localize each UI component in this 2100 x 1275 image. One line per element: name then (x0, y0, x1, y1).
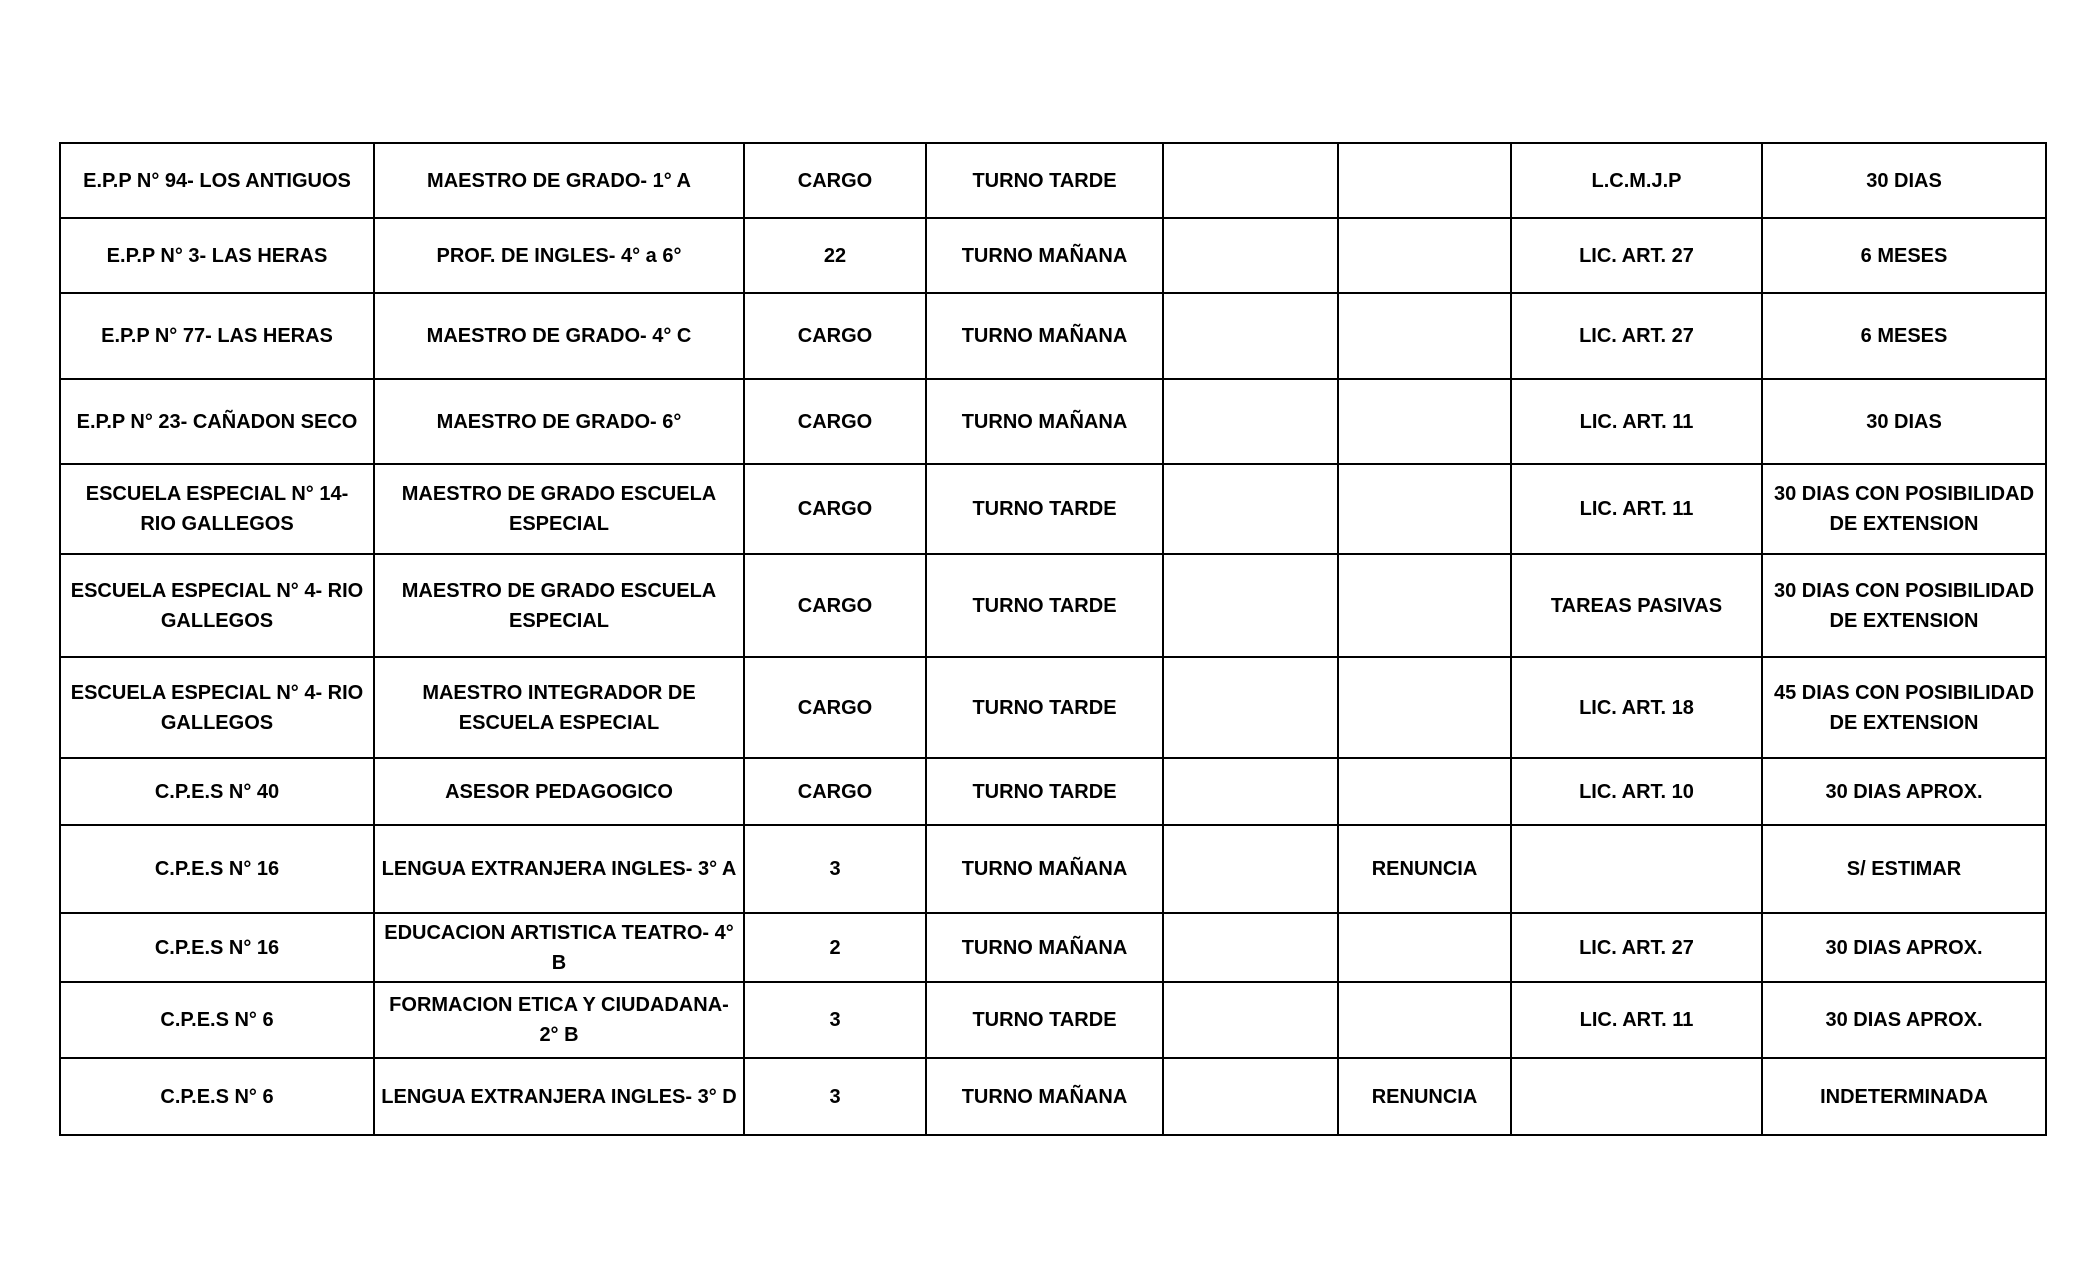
resignation-cell (1338, 379, 1511, 464)
resignation-cell: RENUNCIA (1338, 1058, 1511, 1135)
blank-cell (1163, 464, 1338, 554)
position-cell: PROF. DE INGLES- 4° a 6° (374, 218, 744, 293)
leave-type-cell: LIC. ART. 10 (1511, 758, 1762, 825)
duration-cell: S/ ESTIMAR (1762, 825, 2046, 913)
hours-cell: CARGO (744, 143, 926, 218)
resignation-cell (1338, 554, 1511, 657)
blank-cell (1163, 913, 1338, 982)
blank-cell (1163, 657, 1338, 758)
vacancy-sheet (59, 142, 2047, 1136)
duration-cell: 30 DIAS CON POSIBILIDAD DE EXTENSION (1762, 464, 2046, 554)
school-cell: E.P.P N° 77- LAS HERAS (60, 293, 374, 379)
table-row (60, 143, 2046, 218)
resignation-cell (1338, 464, 1511, 554)
leave-type-cell: LIC. ART. 11 (1511, 379, 1762, 464)
leave-type-cell: TAREAS PASIVAS (1511, 554, 1762, 657)
blank-cell (1163, 218, 1338, 293)
position-cell: MAESTRO DE GRADO ESCUELA ESPECIAL (374, 554, 744, 657)
leave-type-cell: LIC. ART. 27 (1511, 913, 1762, 982)
resignation-cell (1338, 293, 1511, 379)
school-cell: E.P.P N° 3- LAS HERAS (60, 218, 374, 293)
duration-cell: 30 DIAS (1762, 143, 2046, 218)
blank-cell (1163, 758, 1338, 825)
duration-cell: 6 MESES (1762, 218, 2046, 293)
school-cell: ESCUELA ESPECIAL N° 4- RIO GALLEGOS (60, 657, 374, 758)
duration-cell: 30 DIAS CON POSIBILIDAD DE EXTENSION (1762, 554, 2046, 657)
table-row (60, 379, 2046, 464)
resignation-cell (1338, 758, 1511, 825)
duration-cell: 30 DIAS (1762, 379, 2046, 464)
duration-cell: 6 MESES (1762, 293, 2046, 379)
shift-cell: TURNO TARDE (926, 982, 1163, 1058)
table-row (60, 554, 2046, 657)
hours-cell: 22 (744, 218, 926, 293)
shift-cell: TURNO TARDE (926, 554, 1163, 657)
blank-cell (1163, 143, 1338, 218)
shift-cell: TURNO TARDE (926, 143, 1163, 218)
duration-cell: 30 DIAS APROX. (1762, 758, 2046, 825)
duration-cell: 30 DIAS APROX. (1762, 982, 2046, 1058)
leave-type-cell: LIC. ART. 11 (1511, 982, 1762, 1058)
table-row (60, 1058, 2046, 1135)
school-cell: C.P.E.S N° 40 (60, 758, 374, 825)
shift-cell: TURNO MAÑANA (926, 1058, 1163, 1135)
school-cell: E.P.P N° 94- LOS ANTIGUOS (60, 143, 374, 218)
table-row (60, 218, 2046, 293)
resignation-cell (1338, 218, 1511, 293)
blank-cell (1163, 1058, 1338, 1135)
shift-cell: TURNO MAÑANA (926, 825, 1163, 913)
position-cell: MAESTRO DE GRADO- 1° A (374, 143, 744, 218)
position-cell: MAESTRO DE GRADO- 6° (374, 379, 744, 464)
position-cell: MAESTRO DE GRADO ESCUELA ESPECIAL (374, 464, 744, 554)
vacancy-table (59, 142, 2047, 1136)
table-row (60, 758, 2046, 825)
position-cell: EDUCACION ARTISTICA TEATRO- 4° B (374, 913, 744, 982)
hours-cell: CARGO (744, 554, 926, 657)
hours-cell: CARGO (744, 293, 926, 379)
school-cell: ESCUELA ESPECIAL N° 4- RIO GALLEGOS (60, 554, 374, 657)
leave-type-cell: LIC. ART. 27 (1511, 218, 1762, 293)
leave-type-cell (1511, 1058, 1762, 1135)
position-cell: LENGUA EXTRANJERA INGLES- 3° A (374, 825, 744, 913)
school-cell: C.P.E.S N° 16 (60, 825, 374, 913)
position-cell: LENGUA EXTRANJERA INGLES- 3° D (374, 1058, 744, 1135)
blank-cell (1163, 554, 1338, 657)
school-cell: C.P.E.S N° 6 (60, 1058, 374, 1135)
duration-cell: 30 DIAS APROX. (1762, 913, 2046, 982)
blank-cell (1163, 293, 1338, 379)
position-cell: FORMACION ETICA Y CIUDADANA- 2° B (374, 982, 744, 1058)
school-cell: E.P.P N° 23- CAÑADON SECO (60, 379, 374, 464)
hours-cell: 3 (744, 1058, 926, 1135)
blank-cell (1163, 982, 1338, 1058)
duration-cell: 45 DIAS CON POSIBILIDAD DE EXTENSION (1762, 657, 2046, 758)
hours-cell: 3 (744, 982, 926, 1058)
school-cell: ESCUELA ESPECIAL N° 14- RIO GALLEGOS (60, 464, 374, 554)
resignation-cell (1338, 982, 1511, 1058)
shift-cell: TURNO MAÑANA (926, 379, 1163, 464)
leave-type-cell: LIC. ART. 27 (1511, 293, 1762, 379)
duration-cell: INDETERMINADA (1762, 1058, 2046, 1135)
shift-cell: TURNO MAÑANA (926, 218, 1163, 293)
position-cell: MAESTRO DE GRADO- 4° C (374, 293, 744, 379)
shift-cell: TURNO MAÑANA (926, 913, 1163, 982)
table-row (60, 657, 2046, 758)
hours-cell: CARGO (744, 758, 926, 825)
table-row (60, 982, 2046, 1058)
hours-cell: CARGO (744, 657, 926, 758)
shift-cell: TURNO MAÑANA (926, 293, 1163, 379)
table-row (60, 464, 2046, 554)
hours-cell: 2 (744, 913, 926, 982)
leave-type-cell: LIC. ART. 11 (1511, 464, 1762, 554)
leave-type-cell: LIC. ART. 18 (1511, 657, 1762, 758)
hours-cell: CARGO (744, 464, 926, 554)
resignation-cell (1338, 657, 1511, 758)
position-cell: MAESTRO INTEGRADOR DE ESCUELA ESPECIAL (374, 657, 744, 758)
resignation-cell: RENUNCIA (1338, 825, 1511, 913)
hours-cell: 3 (744, 825, 926, 913)
shift-cell: TURNO TARDE (926, 657, 1163, 758)
table-row (60, 825, 2046, 913)
table-row (60, 913, 2046, 982)
shift-cell: TURNO TARDE (926, 464, 1163, 554)
table-row (60, 293, 2046, 379)
position-cell: ASESOR PEDAGOGICO (374, 758, 744, 825)
school-cell: C.P.E.S N° 6 (60, 982, 374, 1058)
leave-type-cell: L.C.M.J.P (1511, 143, 1762, 218)
resignation-cell (1338, 913, 1511, 982)
school-cell: C.P.E.S N° 16 (60, 913, 374, 982)
shift-cell: TURNO TARDE (926, 758, 1163, 825)
hours-cell: CARGO (744, 379, 926, 464)
blank-cell (1163, 825, 1338, 913)
leave-type-cell (1511, 825, 1762, 913)
resignation-cell (1338, 143, 1511, 218)
blank-cell (1163, 379, 1338, 464)
